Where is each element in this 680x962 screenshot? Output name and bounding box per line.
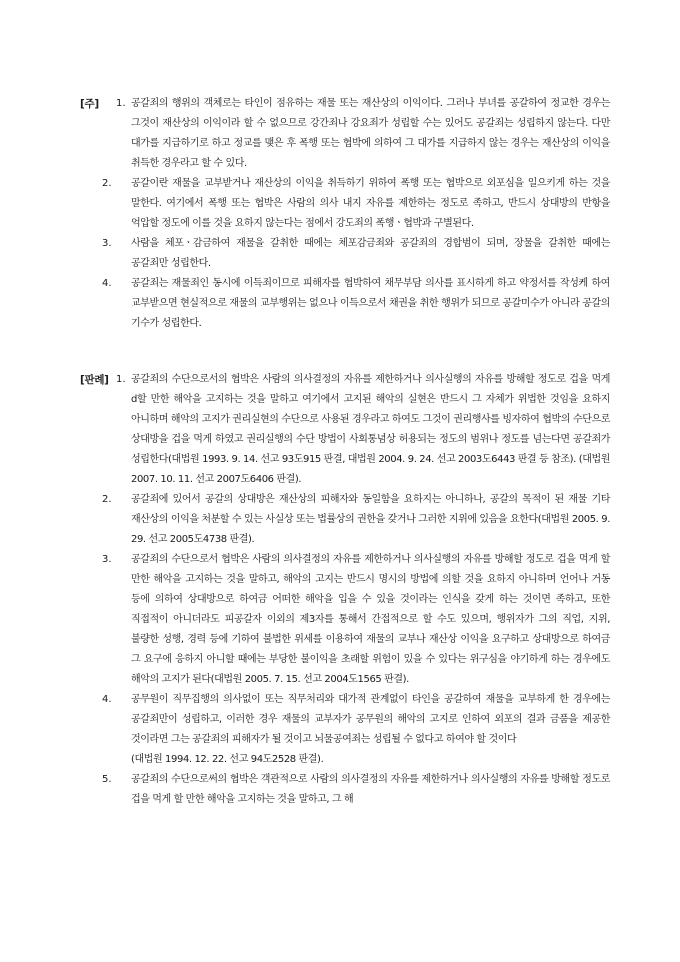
case-item-number: 1. — [116, 374, 126, 385]
note-item-3 — [102, 234, 610, 274]
case-item-number: 2. — [102, 494, 112, 505]
note-item-text: 공갈죄의 행위의 객체로는 타인이 점유하는 재물 또는 재산상의 이익이다. 그러나 부녀를 공갈하여 정교한 경우는 그것이 재산상의 이익이라 할 수 없으므로 강간죄나 강요죄가 성립할 수는 있어도 공갈죄는 성립하지 않는다. 다만 대가를 지급하기로 하고 정교를 맺은 후 폭행 또는 협박에 의하여 그 대가를 지급하지 않는 경우는 재산상의 이익을 취득한 경우라고 할 수 있다. — [131, 98, 610, 169]
case-law-label: [판례] — [80, 374, 109, 386]
note-item-number: 2. — [102, 178, 112, 189]
case-item-text: 공갈죄의 수단으로서 협박은 사람의 의사결정의 자유를 제한하거나 의사실행의 자유를 방해할 정도로 겁을 먹게 할 만한 해악을 고지하는 것을 말하고, 해악의 고지는 반드시 명시의 방법에 의할 것을 요하지 아니하며 언어나 거동 등에 의하여 상대방으로 하여금 어떠한 해악을 입을 수 있을 것이라는 인식을 갖게 하는 것이면 족하고, 또한 직접적이 아니더라도 피공갈자 이외의 제3자를 통해서 간접적으로 할 수도 있으며, 행위자가 그의 직업, 지위, 불량한 성행, 경력 등에 기하여 불법한 위세를 이용하여 재물의 교부나 재산상 이익을 요구하고 상대방으로 하여금 그 요구에 응하지 아니할 때에는 부당한 불이익을 초래할 위험이 있을 수 있다는 위구심을 야기하게 하는 경우에도 해악의 고지가 된다(대법원 2005. 7. 15. 선고 2004도1565 판결). — [131, 554, 610, 685]
note-item-2 — [102, 174, 610, 234]
case-item-text: 공갈죄의 수단으로써의 협박은 객관적으로 사람의 의사결정의 자유를 제한하거나 의사실행의 자유를 방해할 정도로 겁을 먹게 할 만한 해악을 고지하는 것을 말하고, 그 해 — [131, 774, 610, 805]
case-item-5 — [102, 770, 610, 810]
note-item-number: 3. — [102, 238, 112, 249]
note-items — [102, 94, 610, 334]
note-item-1 — [116, 94, 610, 174]
case-item-number: 3. — [102, 554, 112, 565]
case-item-text: 공갈죄의 수단으로서의 협박은 사람의 의사결정의 자유를 제한하거나 의사실행의 자유를 방해할 정도로 겁을 먹게 d할 만한 해악을 고지하는 것을 말하고 여기에서 고지된 해악의 실현은 반드시 그 자체가 위법한 것임을 요하지 아니하며 해악의 고지가 권리실현의 수단으로 사용된 경우라고 하여도 그것이 권리행사를 빙자하여 협박의 수단으로 상대방을 겁을 먹게 하였고 권리실행의 수단 방법이 사회통념상 허용되는 정도의 범위나 정도를 넘는다면 공갈죄가 성립한다(대법원 1993. 9. 14. 선고 93도915 판결, 대법원 2004. 9. 24. 선고 2003도6443 판결 등 참조). (대법원 2007. 10. 11. 선고 2007도6406 판결). — [131, 374, 610, 485]
note-item-text: 공갈이란 재물을 교부받거나 재산상의 이익을 취득하기 위하여 폭행 또는 협박으로 외포심을 일으키게 하는 것을 말한다. 여기에서 폭행 또는 협박은 사람의 의사 내지 자유를 제한하는 정도로 족하고, 반드시 상대방의 반항을 억압할 정도에 이를 것을 요하지 않는다는 점에서 강도죄의 폭행ㆍ협박과 구별된다. — [131, 178, 610, 229]
note-item-4 — [102, 274, 610, 334]
case-item-1 — [116, 370, 610, 490]
case-item-number: 5. — [102, 774, 112, 785]
note-section — [80, 94, 610, 334]
note-item-number: 1. — [116, 98, 126, 109]
note-item-text: 사람을 체포ㆍ감금하여 재물을 갈취한 때에는 체포감금죄와 공갈죄의 경합범이 되며, 장물을 갈취한 때에는 공갈죄만 성립한다. — [131, 238, 610, 269]
case-law-items — [102, 370, 610, 810]
case-item-2 — [102, 490, 610, 550]
case-item-4 — [102, 690, 610, 770]
note-item-text: 공갈죄는 재물죄인 동시에 이득죄이므로 피해자를 협박하여 채무부담 의사를 표시하게 하고 약정서를 작성케 하여 교부받으면 현실적으로 재물의 교부행위는 없으나 이득으로서 채권을 취한 행위가 되므로 공갈미수가 아니라 공갈의 기수가 성립한다. — [131, 278, 610, 329]
case-item-text — [131, 690, 610, 770]
case-item-text: 공갈죄에 있어서 공갈의 상대방은 재산상의 피해자와 동일함을 요하지는 아니하나, 공갈의 목적이 된 재물 기타 재산상의 이익을 처분할 수 있는 사실상 또는 법률상의 권한을 갖거나 그러한 지위에 있음을 요한다(대법원 2005. 9. 29. 선고 2005도4738 판결). — [131, 494, 610, 545]
case-item-3 — [102, 550, 610, 690]
note-label: [주] — [80, 98, 99, 110]
case-law-section — [80, 370, 610, 810]
note-item-number: 4. — [102, 278, 112, 289]
case-item-number: 4. — [102, 694, 112, 705]
case-item-body: 공무원이 직무집행의 의사없이 또는 직무처리와 대가적 관계없이 타인을 공갈하여 재물을 교부하게 한 경우에는 공갈죄만이 성립하고, 이러한 경우 재물의 교부자가 공무원의 해악의 고지로 인하여 외포의 결과 금품을 제공한 것이라면 그는 공갈죄의 피해자가 될 것이고 뇌물공여죄는 성립될 수 없다고 하여야 할 것이다 — [131, 694, 610, 745]
case-item-citation: (대법원 1994. 12. 22. 선고 94도2528 판결). — [131, 754, 324, 765]
